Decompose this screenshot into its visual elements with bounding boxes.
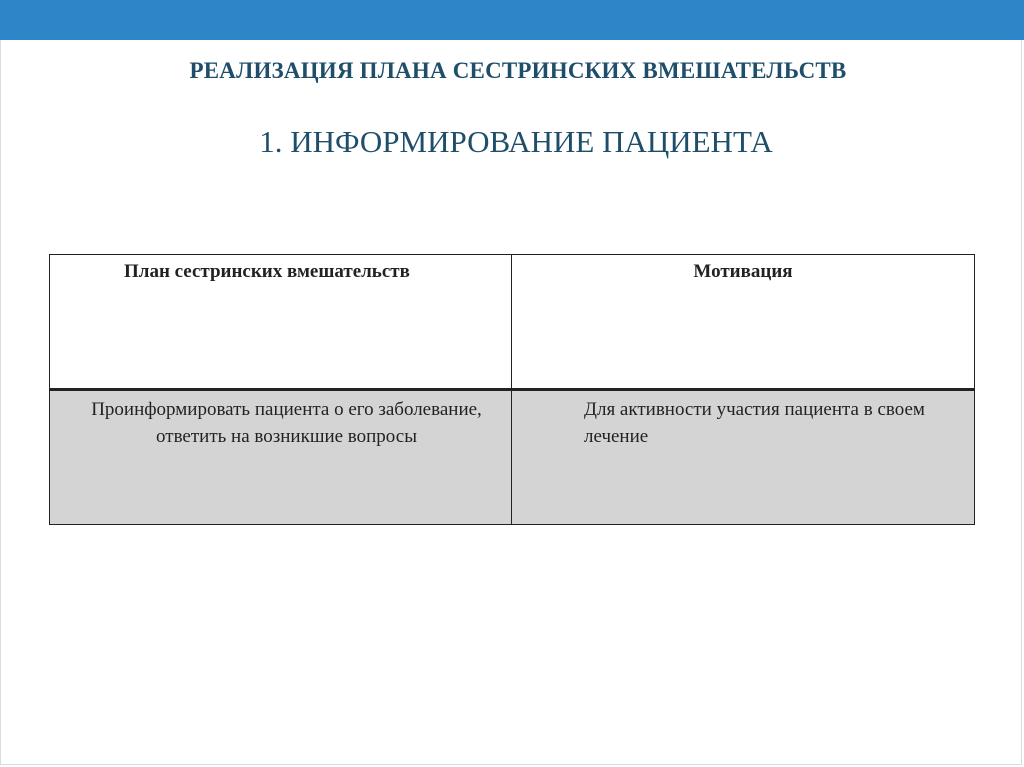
nursing-plan-table [49,254,975,525]
cell-plan: Проинформировать пациента о его заболевание, ответить на возникшие вопросы [50,390,512,525]
slide-subtitle: 1. ИНФОРМИРОВАНИЕ ПАЦИЕНТА [259,124,773,159]
slide-title: РЕАЛИЗАЦИЯ ПЛАНА СЕСТРИНСКИХ ВМЕШАТЕЛЬСТВ [189,58,847,83]
top-accent-bar [0,0,1024,40]
header-motivation: Мотивация [512,255,975,390]
title-block [0,58,1024,160]
header-plan: План сестринских вмешательств [50,255,512,390]
table-header-row [50,255,975,390]
cell-motivation: Для активности участия пациента в своем лечение [512,390,975,525]
table-row [50,390,975,525]
